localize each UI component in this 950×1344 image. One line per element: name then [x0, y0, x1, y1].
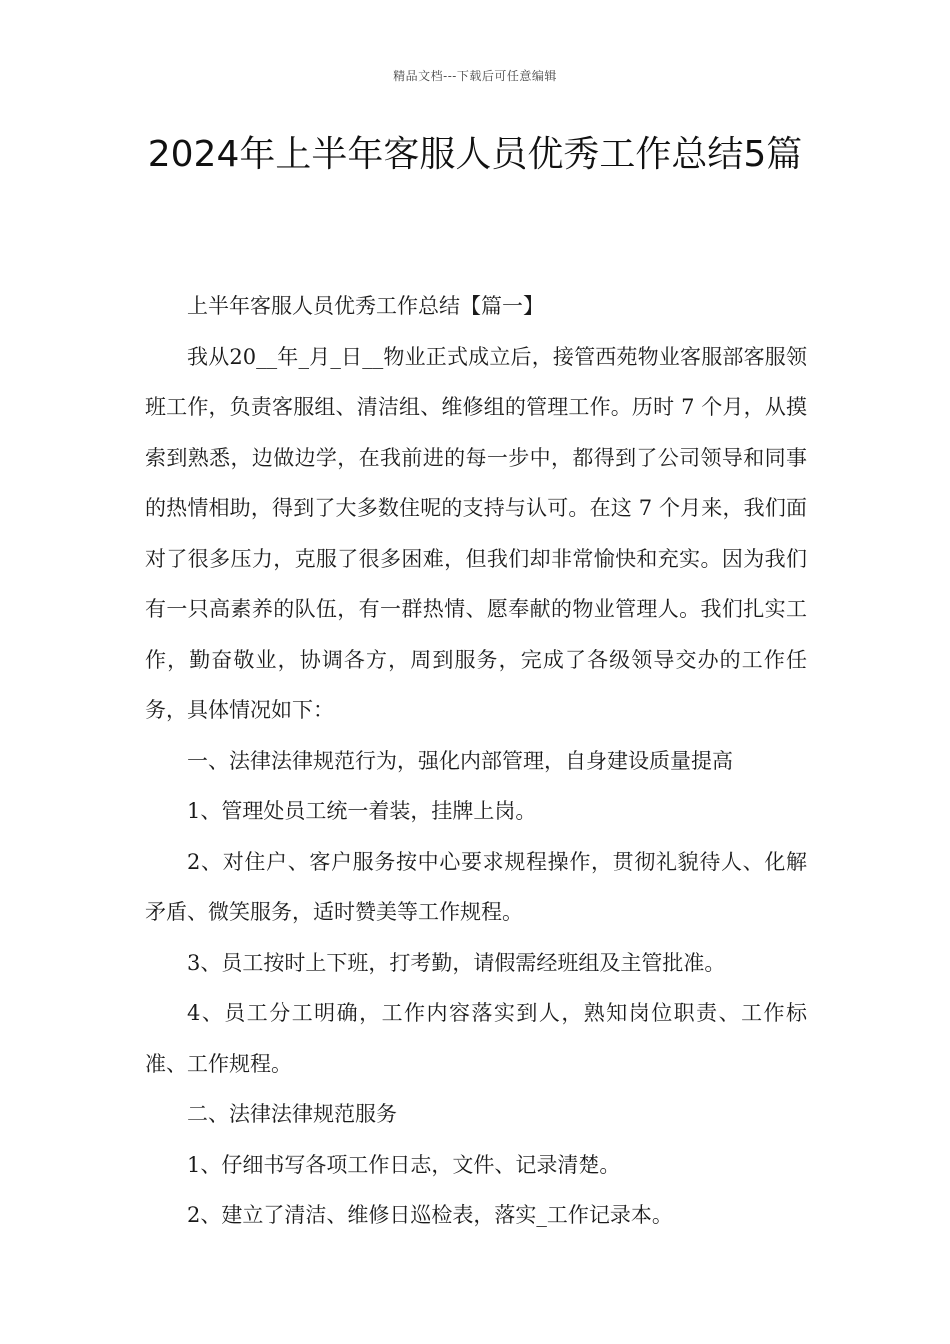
- section-heading: 二、法律法律规范服务: [187, 1102, 397, 1126]
- list-item: 4、员工分工明确，工作内容落实到人，熟知岗位职责、工作标准、工作规程。: [145, 1001, 807, 1076]
- list-item: 1、管理处员工统一着装，挂牌上岗。: [187, 799, 537, 823]
- list-item: 2、对住户、客户服务按中心要求规程操作，贯彻礼貌待人、化解矛盾、微笑服务，适时赞美等工作规程。: [145, 849, 807, 924]
- list-item: 1、仔细书写各项工作日志，文件、记录清楚。: [187, 1152, 621, 1177]
- section-heading: 一、法律法律规范行为，强化内部管理，自身建设质量提高: [187, 748, 733, 773]
- page-title: 2024年上半年客服人员优秀工作总结5篇: [147, 134, 803, 175]
- section-heading: 上半年客服人员优秀工作总结【篇一】: [187, 294, 544, 318]
- header-note: 精品文档---下载后可任意编辑: [393, 69, 557, 83]
- list-item: 3、员工按时上下班，打考勤，请假需经班组及主管批准。: [187, 950, 726, 975]
- list-item: 2、建立了清洁、维修日巡检表，落实_工作记录本。: [187, 1203, 673, 1227]
- paragraph: 我从20__年_月_日__物业正式成立后，接管西苑物业客服部客服领班工作，负责客服组、清洁组、维修组的管理工作。历时 7 个月，从摸索到熟悉，边做边学，在我前进的每一步中，都得到了公司领导和同事的热情相助，得到了大多数住呢的支持与认可。在这 7 个月来，我们面对了很多压力，克服了很多困难，但我们却非常愉快和充实。因为我们有一只高素养的队伍，有一群热情、愿奉献的物业管理人。我们扎实工作，勤奋敬业，协调各方，周到服务，完成了各级领导交办的工作任务，具体情况如下：: [145, 344, 807, 722]
- document-body: [145, 281, 807, 1241]
